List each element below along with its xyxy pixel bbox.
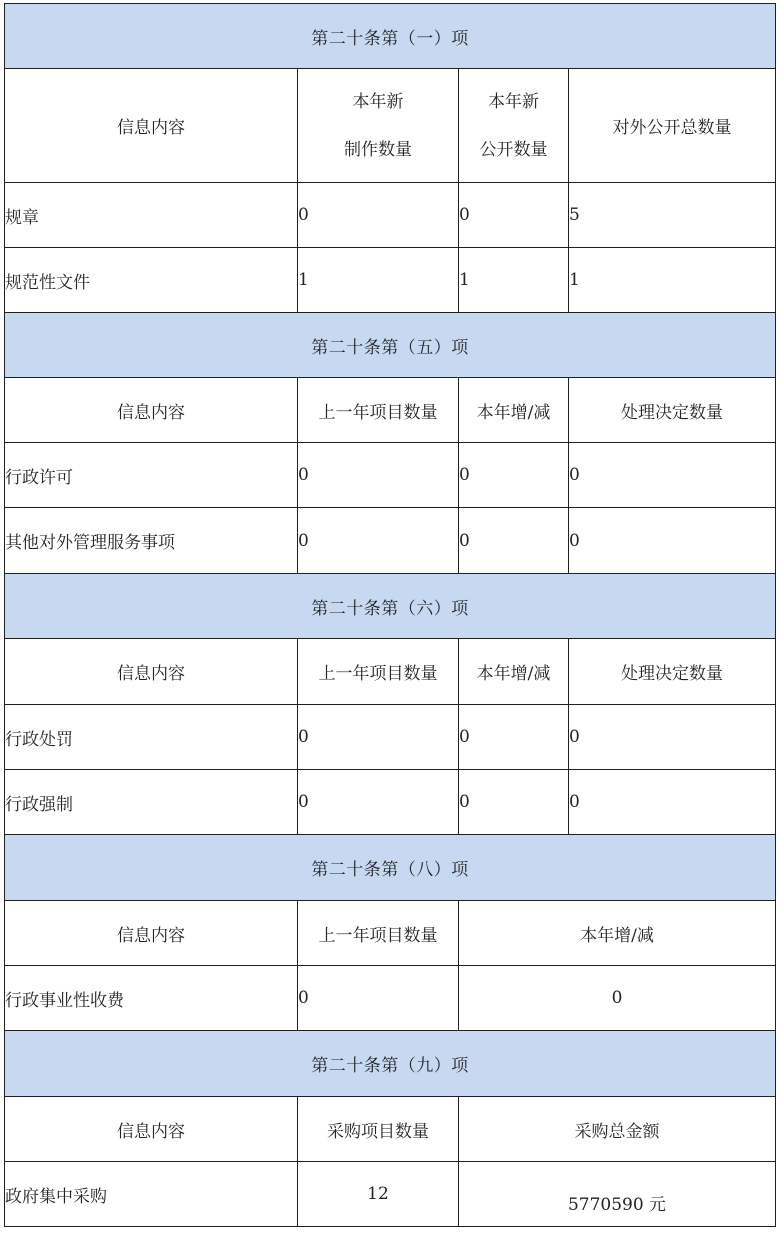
column-header-prev-count: 上一年项目数量 (298, 901, 459, 966)
cell-value: 0 (569, 508, 776, 574)
cell-value: 1 (459, 248, 569, 313)
cell-value: 0 (459, 508, 569, 574)
section-header-row (5, 574, 776, 639)
column-header-decisions: 处理决定数量 (569, 639, 776, 705)
section-header-row (5, 1031, 776, 1097)
cell-value: 0 (298, 508, 459, 574)
cell-value: 0 (298, 183, 459, 248)
cell-value: 1 (298, 248, 459, 313)
column-header-row (5, 378, 776, 443)
cell-value: 0 (298, 705, 459, 770)
header-line: 本年新 (352, 91, 404, 112)
row-label: 行政处罚 (5, 705, 298, 770)
column-header-row (5, 639, 776, 705)
section-title: 第二十条第（八）项 (5, 835, 776, 901)
table-row (5, 1162, 776, 1227)
section-title: 第二十条第（九）项 (5, 1031, 776, 1097)
column-header-decisions: 处理决定数量 (569, 378, 776, 443)
column-header-prev-count: 上一年项目数量 (298, 639, 459, 705)
column-header-new-published (459, 69, 569, 183)
column-header-total-published: 对外公开总数量 (569, 69, 776, 183)
column-header-info: 信息内容 (5, 901, 298, 966)
section-title: 第二十条第（五）项 (5, 313, 776, 378)
column-header-row (5, 69, 776, 183)
cell-value: 0 (459, 770, 569, 835)
cell-value: 0 (459, 443, 569, 508)
section-header-row (5, 4, 776, 69)
cell-value: 0 (459, 705, 569, 770)
table-row (5, 443, 776, 508)
column-header-info: 信息内容 (5, 378, 298, 443)
column-header-new-produced (298, 69, 459, 183)
purchase-amount: 5770590 元 (567, 1194, 667, 1215)
row-label: 政府集中采购 (5, 1162, 298, 1227)
column-header-change: 本年增/减 (459, 639, 569, 705)
cell-value: 0 (298, 966, 459, 1031)
table-row (5, 183, 776, 248)
cell-value: 1 (569, 248, 776, 313)
column-header-purchase-count: 采购项目数量 (298, 1097, 459, 1162)
row-label: 行政许可 (5, 443, 298, 508)
column-header-row (5, 901, 776, 966)
table-row (5, 966, 776, 1031)
table-row (5, 248, 776, 313)
cell-value: 0 (569, 770, 776, 835)
header-line: 公开数量 (479, 139, 548, 160)
section-header-row (5, 313, 776, 378)
table-row (5, 508, 776, 574)
row-label: 规范性文件 (5, 248, 298, 313)
header-line: 本年新 (488, 91, 539, 112)
section-title: 第二十条第（六）项 (5, 574, 776, 639)
cell-value (459, 1162, 776, 1227)
cell-value: 0 (459, 183, 569, 248)
table-row (5, 705, 776, 770)
header-line: 制作数量 (344, 139, 412, 160)
cell-value: 0 (298, 443, 459, 508)
cell-value: 0 (298, 770, 459, 835)
column-header-change: 本年增/减 (459, 378, 569, 443)
column-header-change: 本年增/减 (459, 901, 776, 966)
disclosure-table (4, 3, 776, 1227)
column-header-purchase-total: 采购总金额 (459, 1097, 776, 1162)
column-header-row (5, 1097, 776, 1162)
row-label: 行政强制 (5, 770, 298, 835)
table-row (5, 770, 776, 835)
section-title: 第二十条第（一）项 (5, 4, 776, 69)
column-header-info: 信息内容 (5, 69, 298, 183)
section-header-row (5, 835, 776, 901)
cell-value: 0 (459, 966, 776, 1031)
cell-value: 12 (298, 1162, 459, 1227)
cell-value: 0 (569, 443, 776, 508)
column-header-info: 信息内容 (5, 1097, 298, 1162)
cell-value: 5 (569, 183, 776, 248)
cell-value: 0 (569, 705, 776, 770)
column-header-info: 信息内容 (5, 639, 298, 705)
row-label: 行政事业性收费 (5, 966, 298, 1031)
column-header-prev-count: 上一年项目数量 (298, 378, 459, 443)
row-label: 规章 (5, 183, 298, 248)
row-label: 其他对外管理服务事项 (5, 508, 298, 574)
